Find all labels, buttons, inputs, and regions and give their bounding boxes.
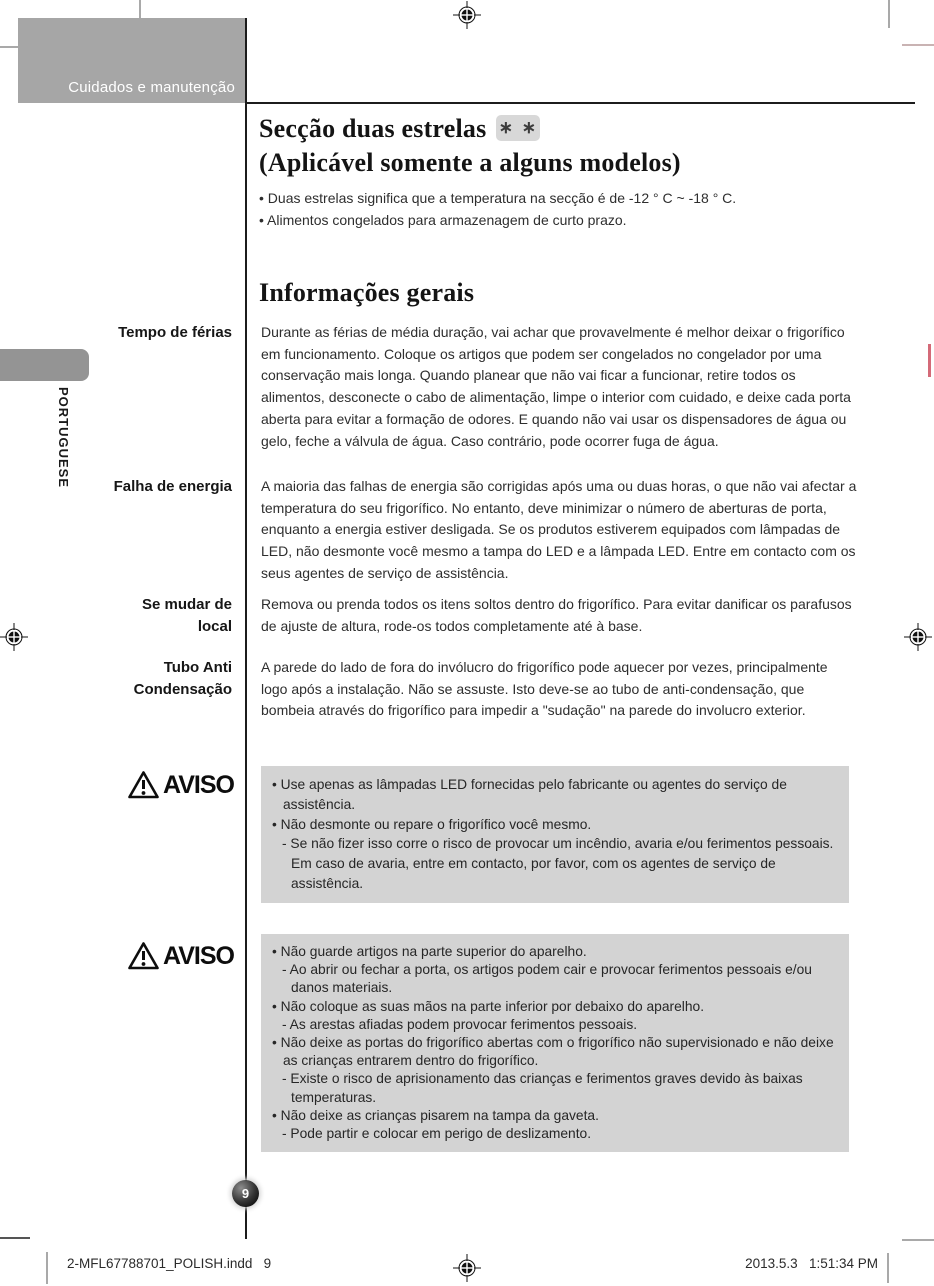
entry-label-tempo-de-ferias: Tempo de férias: [118, 324, 232, 341]
warning-triangle-icon: [127, 770, 160, 800]
warning-bullet: • Não desmonte ou repare o frigorífico você mesmo.: [272, 816, 592, 832]
warning-sub-item: - As arestas afiadas podem provocar ferimentos pessoais.: [282, 1016, 638, 1032]
warning-label: AVISO: [163, 941, 234, 970]
header-rule-line: [245, 102, 915, 104]
warning-bullet: • Não deixe as crianças pisarem na tampa da gaveta.: [272, 1107, 599, 1123]
section-title-line1: Secção duas estrelas: [259, 114, 487, 143]
section-title-general-info: Informações gerais: [259, 278, 475, 307]
two-stars-bullet-list: [259, 188, 869, 231]
language-label: PORTUGUESE: [56, 387, 71, 489]
warning-bullet: • Não coloque as suas mãos na parte inferior por debaixo do aparelho.: [272, 998, 705, 1014]
chapter-header-tab: [18, 18, 245, 103]
section-title-two-stars: [259, 112, 681, 180]
column-divider-line: [245, 18, 247, 1239]
registration-mark-icon: [453, 1, 481, 29]
registration-mark-icon: [453, 1254, 481, 1282]
star-icons: ∗ ∗: [498, 118, 538, 138]
footer-date-text: 2013.5.3 1:51:34 PM: [745, 1256, 878, 1271]
warning-bullet: • Não guarde artigos na parte superior do aparelho.: [272, 944, 587, 959]
page-number-badge: 9: [232, 1180, 259, 1207]
footer-file-text: 2-MFL67788701_POLISH.indd 9: [67, 1256, 272, 1271]
crop-mark: [888, 0, 890, 28]
warning-box-1: [261, 766, 849, 903]
warning-sub-item: - Existe o risco de aprisionamento das crianças e ferimentos graves devido às baixas temperaturas.: [282, 1071, 803, 1105]
warning-label: AVISO: [163, 770, 234, 799]
chapter-title: Cuidados e manutenção: [68, 79, 235, 96]
entry-text-tubo-anti-condensacao: A parede do lado de fora do invólucro do frigorífico pode aquecer por vezes, principalmente logo após a instalação. Não se assuste. Isto deve-se ao tubo de anti-condensação, que bombeia através do frigorífico para impedir a "sudação" na parede do involucro exterior.: [261, 659, 828, 719]
warning-bullet: • Use apenas as lâmpadas LED fornecidas pelo fabricante ou agentes do serviço de assistência.: [272, 777, 787, 812]
entry-label-falha-de-energia: Falha de energia: [113, 478, 232, 495]
warning-heading-2: [100, 941, 234, 971]
warning-sub-item: - Pode partir e colocar em perigo de deslizamento.: [282, 1126, 592, 1142]
two-star-badge: [496, 115, 540, 141]
registration-mark-icon: [904, 623, 932, 651]
warning-sub-item: - Ao abrir ou fechar a porta, os artigos podem cair e provocar ferimentos pessoais e/ou danos materiais.: [282, 962, 812, 996]
crop-mark: [902, 44, 934, 46]
crop-mark: [887, 1253, 889, 1283]
entry-text-falha-de-energia: A maioria das falhas de energia são corrigidas após uma ou duas horas, o que não vai afectar a temperatura do seu frigorífico. No entanto, deve minimizar o número de aberturas de porta, enquanto a energia estiver desligada. Se os produtos estiverem equipados com lâmpadas de LED, não desmonte você mesmo a tampa do LED e a lâmpada LED. Entre em contacto com os seus agentes de serviço de assistência.: [261, 478, 857, 581]
registration-mark-icon: [0, 623, 28, 651]
crop-mark: [46, 1252, 48, 1284]
warning-bullet: • Não deixe as portas do frigorífico abertas com o frigorífico não supervisionado e não deixe as crianças entrarem dentro do frigorífico.: [272, 1035, 834, 1069]
entry-label-se-mudar-de-local: Se mudar de local: [141, 596, 232, 635]
entry-text-se-mudar-de-local: Remova ou prenda todos os itens soltos dentro do frigorífico. Para evitar danificar os parafusos de ajuste de altura, rode-os todos completamente até à base.: [261, 596, 852, 634]
crop-mark: [0, 1237, 30, 1239]
bullet-item: • Alimentos congelados para armazenagem de curto prazo.: [259, 211, 627, 228]
language-side-tab: [0, 349, 89, 381]
crop-mark: [902, 1239, 934, 1241]
warning-sub-item: - Se não fizer isso corre o risco de provocar um incêndio, avaria e/ou ferimentos pessoais. Em caso de avaria, entre em contacto, por favor, com os agentes de serviço de assistência.: [282, 836, 834, 891]
bullet-item: • Duas estrelas significa que a temperatura na secção é de -12 ° C ~ -18 ° C.: [259, 190, 737, 206]
entry-label-tubo-anti-condensacao: Tubo Anti Condensação: [133, 659, 232, 698]
registration-color-strip: [928, 344, 931, 377]
section-title-line2: (Aplicável somente a alguns modelos): [259, 148, 681, 177]
warning-triangle-icon: [127, 941, 160, 971]
entry-text-tempo-de-ferias: Durante as férias de média duração, vai achar que provavelmente é melhor deixar o frigorífico em funcionamento. Coloque os artigos que podem ser congelados no congelador por uma conservação mais longa. Quando planear que não vai ficar a funcionar, retire todos os alimentos, desconecte o cabo de alimentação, limpe o interior com cuidado, e deixe cada porta aberta para evitar a formação de odores. E quando não vai usar os dispensadores de água ou gelo, feche a válvula de água. Caso contrário, pode ocorrer fuga de água.: [261, 324, 851, 449]
warning-heading-1: [100, 770, 234, 800]
warning-box-2: [261, 934, 849, 1152]
